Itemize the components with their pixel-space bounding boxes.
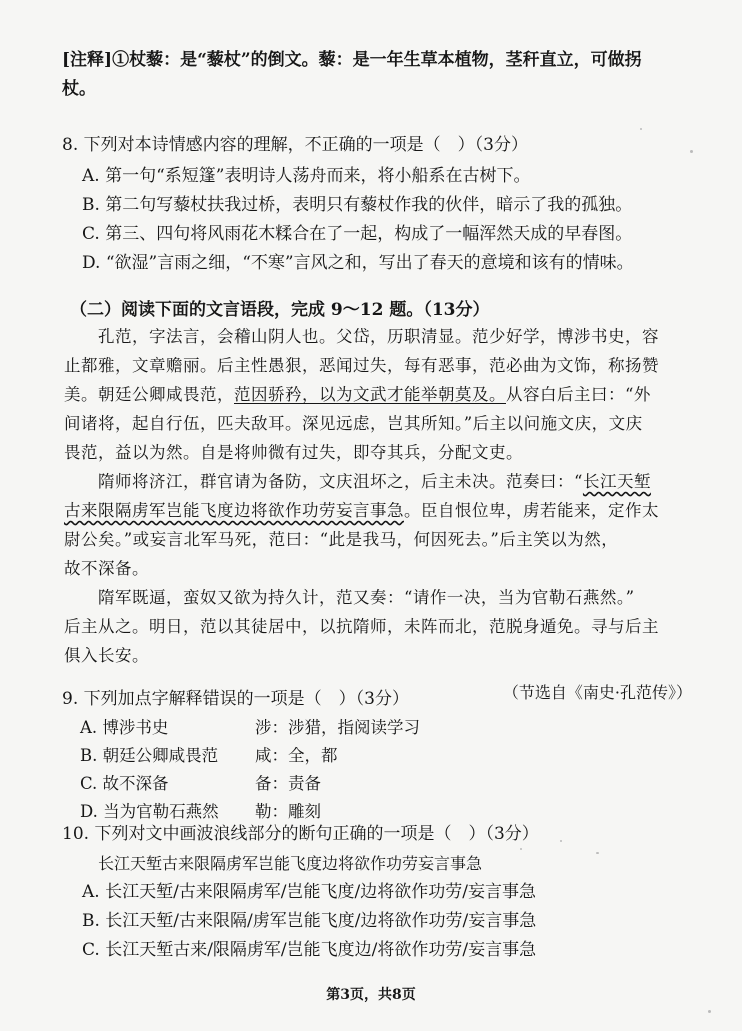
question-9	[62, 685, 702, 826]
scan-speck	[560, 840, 562, 842]
question-10-option-c: C. 长江天堑古来/限隔虏军/岂能飞度边/将欲作功劳/妄言事急	[82, 940, 537, 960]
annotation-line-2: 杖。	[62, 79, 96, 99]
scan-speck	[640, 128, 642, 130]
annotation-line-1: ①杖藜：是“藜杖”的倒文。藜：是一年生草本植物，茎秆直立，可做拐	[112, 50, 642, 70]
passage-p1-line-3-a: 美。朝廷公卿咸畏范，	[64, 385, 234, 404]
passage-p1-line-3	[64, 380, 714, 409]
page-number: 第3页，共8页	[326, 987, 416, 1003]
question-9-option-b	[62, 742, 702, 770]
question-10-option-b: B. 长江天堑/古来限隔/虏军岂能飞度/边将欲作功劳/妄言事急	[82, 911, 537, 931]
passage-p2-line-4: 故不深备。	[64, 559, 149, 578]
question-8-stem: 8. 下列对本诗情感内容的理解，不正确的一项是（ ）（3分）	[62, 135, 528, 155]
passage-p1-line-4: 间诸将，起自行伍，匹夫敌耳。深见远虑，岂其所知。”后主以问施文庆，文庆	[64, 414, 643, 433]
wavy-underline-part-1: 长江天堑	[582, 472, 651, 491]
passage-p3-line-3: 俱入长安。	[64, 646, 149, 665]
question-9-option-a	[62, 714, 702, 742]
passage-p2-line-1-a: 隋师将济江，群官请为备防，文庆沮坏之，后主未决。范奏曰：“	[98, 472, 583, 491]
question-9-option-a-text: A. 博涉书史	[80, 718, 169, 737]
question-10	[62, 820, 702, 965]
passage-p1-line-5: 畏范，益以为然。自是将帅微有过失，即夺其兵，分配文吏。	[64, 443, 523, 462]
question-9-option-c-text: C. 故不深备	[80, 774, 169, 793]
passage-p3-line-2: 后主从之。明日，范以其徒居中，以抗隋师，未阵而北，范脱身遁免。寻与后主	[64, 617, 659, 636]
question-10-option-a: A. 长江天堑/古来限隔虏军/岂能飞度/边将欲作功劳/妄言事急	[82, 882, 536, 902]
annotation-block	[62, 46, 702, 104]
question-8-option-d: D. “欲湿”言雨之细，“不寒”言风之和，写出了春天的意境和该有的情味。	[82, 253, 634, 273]
passage-p1-line-3-b: 从容白后主曰：“外	[506, 385, 651, 404]
section-2-heading: （二）阅读下面的文言语段，完成 9～12 题。（13分）	[70, 300, 490, 320]
question-9-option-b-gloss: 咸：全，都	[255, 746, 338, 765]
underlined-sentence: 范因骄矜，以为文武才能举朝莫及。	[234, 385, 506, 404]
passage-p1-line-1: 孔范，字法言，会稽山阴人也。父岱，历职清显。范少好学，博涉书史，容	[98, 327, 659, 346]
passage-p2-line-3: 尉公矣。”或妄言北军马死，范曰：“此是我马，何因死去。”后主笑以为然，	[64, 530, 619, 549]
question-8-option-b: B. 第二句写藜杖扶我过桥，表明只有藜杖作我的伙伴，暗示了我的孤独。	[82, 195, 633, 215]
scan-speck	[708, 1010, 711, 1013]
annotation-label: [注释]	[62, 50, 113, 70]
section-2-heading-block	[70, 296, 710, 325]
question-9-option-c	[62, 770, 702, 798]
question-9-stem: 9. 下列加点字解释错误的一项是（ ）（3分）	[62, 689, 409, 709]
scan-speck	[690, 150, 693, 153]
question-10-stem: 10. 下列对文中画波浪线部分的断句正确的一项是（ ）（3分）	[62, 824, 539, 844]
question-8	[62, 131, 702, 278]
wavy-underline-part-2: 古来限隔虏军岂能飞度边将欲作功劳妄言事急	[64, 501, 404, 520]
question-9-option-c-gloss: 备：责备	[255, 774, 321, 793]
question-9-option-d-text: D. 当为官勒石燕然	[80, 802, 219, 821]
passage-p2-line-1	[64, 467, 714, 496]
passage-p2-line-2-b: 。臣自恨位卑，虏若能来，定作太	[404, 501, 659, 520]
classical-passage	[64, 322, 714, 708]
question-8-option-c: C. 第三、四句将风雨花木糅合在了一起，构成了一幅浑然天成的早春图。	[82, 224, 633, 244]
passage-p2-line-2	[64, 496, 714, 525]
question-10-quote: 长江天堑古来限隔虏军岂能飞度边将欲作功劳妄言事急	[98, 854, 483, 873]
passage-p1-line-2: 止都雅，文章赡丽。后主性愚狠，恶闻过失，每有恶事，范必曲为文饰，称扬赞	[64, 356, 659, 375]
scan-speck	[520, 848, 522, 850]
question-9-option-d-gloss: 勒：雕刻	[255, 802, 321, 821]
scan-speck	[596, 852, 599, 854]
passage-p3-line-1: 隋军既逼，蛮奴又欲为持久计，范又奏：“请作一决，当为官勒石燕然。”	[98, 588, 635, 607]
question-9-option-b-text: B. 朝廷公卿咸畏范	[80, 746, 219, 765]
question-9-option-a-gloss: 涉：涉猎，指阅读学习	[255, 718, 420, 737]
question-8-option-a: A. 第一句“系短篷”表明诗人荡舟而来，将小船系在古树下。	[82, 166, 531, 186]
passage-source: （节选自《南史·孔范传》）	[502, 683, 692, 702]
